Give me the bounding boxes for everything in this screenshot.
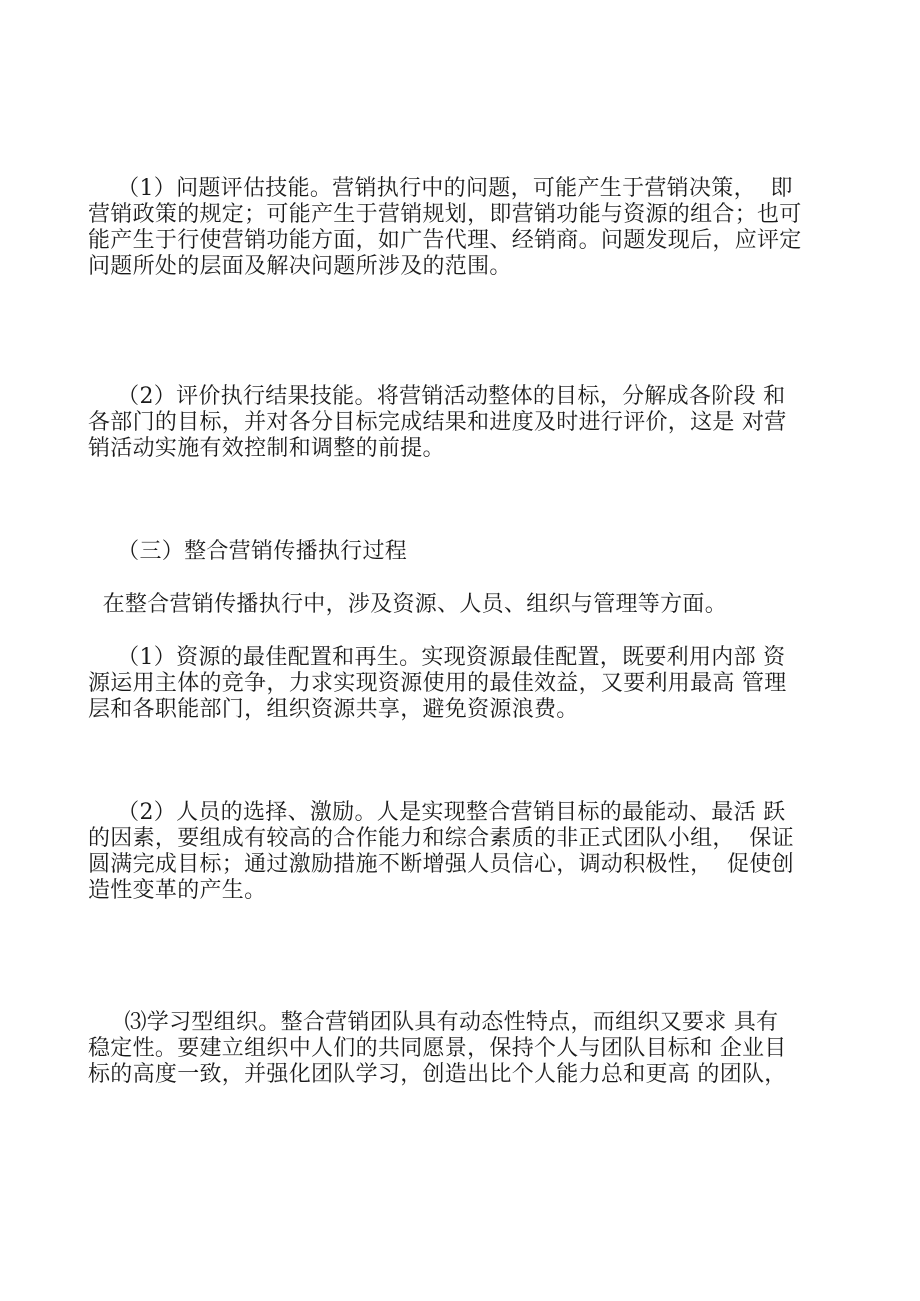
- text-line: 问题所处的层面及解决问题所涉及的范围。: [88, 254, 512, 279]
- text-line: 的因素，要组成有较高的合作能力和综合素质的非正式团队小组， 保证: [88, 826, 794, 851]
- text-line: 在整合营销传播执行中，涉及资源、人员、组织与管理等方面。: [88, 592, 727, 617]
- paragraph-evaluate-results: [88, 384, 848, 462]
- text-line: 源运用主体的竞争，力求实现资源使用的最佳效益，又要利用最高 管理: [88, 671, 787, 696]
- text-line: 圆满完成目标；通过激励措施不断增强人员信心，调动积极性， 促使创: [88, 852, 794, 877]
- text-line: 营销政策的规定；可能产生于营销规划，即营销功能与资源的组合；也可: [88, 202, 802, 227]
- text-line: （1）问题评估技能。营销执行中的问题，可能产生于营销决策， 即: [88, 176, 793, 201]
- text-line: 稳定性。要建立组织中人们的共同愿景，保持个人与团队目标和 企业目: [88, 1036, 787, 1061]
- text-line: 层和各职能部门，组织资源共享，避免资源浪费。: [88, 697, 579, 722]
- paragraph-imc-intro: [88, 592, 848, 618]
- text-line: （2）人员的选择、激励。人是实现整合营销目标的最能动、最活 跃: [88, 800, 786, 825]
- paragraph-resource-allocation: [88, 645, 848, 723]
- text-line: ⑶学习型组织。整合营销团队具有动态性特点，而组织又要求 具有: [88, 1010, 779, 1035]
- paragraph-learning-organization: [88, 1010, 848, 1088]
- text-line: （1）资源的最佳配置和再生。实现资源最佳配置，既要利用内部 资: [88, 645, 786, 670]
- text-line: （2）评价执行结果技能。将营销活动整体的目标，分解成各阶段 和: [88, 384, 786, 409]
- text-line: 销活动实施有效控制和调整的前提。: [88, 436, 445, 461]
- text-line: 标的高度一致，并强化团队学习，创造出比个人能力总和更高 的团队，: [88, 1062, 787, 1087]
- text-line: 能产生于行使营销功能方面，如广告代理、经销商。问题发现后，应评定: [88, 228, 802, 253]
- text-line: 各部门的目标，并对各分目标完成结果和进度及时进行评价，这是 对营: [88, 410, 787, 435]
- section-heading: （三）整合营销传播执行过程: [88, 539, 408, 564]
- section-heading-imc-execution: [88, 539, 848, 565]
- text-line: 造性变革的产生。: [88, 878, 267, 903]
- paragraph-problem-assessment: [88, 176, 848, 280]
- paragraph-personnel-selection: [88, 800, 848, 904]
